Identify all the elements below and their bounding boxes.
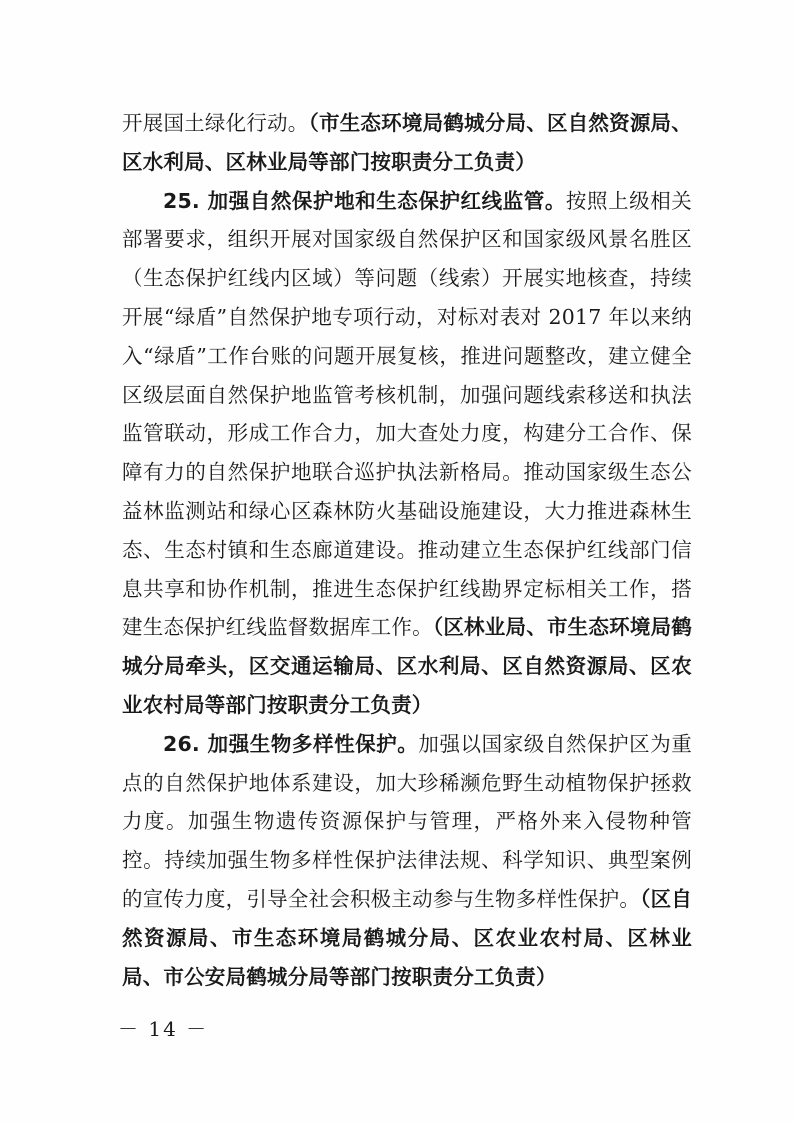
item-25-heading: 25. 加强自然保护地和生态保护红线监管。 (163, 188, 566, 213)
item-26-responsibility: （区自然资源局、市生态环境局鹤城分局、区农业农村局、区林业局、市公安局鹤城分局等部门按职责分工负责） (122, 886, 692, 989)
page-number: － 14 － (118, 1017, 209, 1041)
intro-responsibility: （市生态环境局鹤城分局、区自然资源局、区水利局、区林业局等部门按职责分工负责） (122, 111, 692, 174)
intro-paragraph (122, 104, 692, 182)
item-26-paragraph (122, 725, 692, 997)
item-25-paragraph (122, 182, 692, 725)
item-25-body: 按照上级相关部署要求，组织开展对国家级自然保护区和国家级风景名胜区（生态保护红线内区域）等问题（线索）开展实地核查，持续开展“绿盾”自然保护地专项行动，对标对表对 2017 年以来纳入“绿盾”工作台账的问题开展复核，推进问题整改，建立健全区级层面自然保护地监管考核机制，加强问题线索移送和执法监管联动，形成工作合力，加大查处力度，构建分工合作、保障有力的自然保护地联合巡护执法新格局。推动国家级生态公益林监测站和绿心区森林防火基础设施建设，大力推进森林生态、生态村镇和生态廊道建设。推动建立生态保护红线部门信息共享和协作机制，推进生态保护红线勘界定标相关工作，搭建生态保护红线监督数据库工作。 (122, 188, 693, 640)
item-26-body: 加强以国家级自然保护区为重点的自然保护地体系建设，加大珍稀濒危野生动植物保护拯救力度。加强生物遗传资源保护与管理，严格外来入侵物种管控。持续加强生物多样性保护法律法规、科学知识、典型案例的宣传力度，引导全社会积极主动参与生物多样性保护。 (122, 731, 692, 911)
item-26-heading: 26. 加强生物多样性保护。 (163, 731, 419, 756)
intro-text: 开展国土绿化行动。 (122, 111, 309, 135)
item-25-responsibility: （区林业局、市生态环境局鹤城分局牵头，区交通运输局、区水利局、区自然资源局、区农业农村局等部门按职责分工负责） (122, 615, 692, 717)
document-body (122, 104, 692, 996)
